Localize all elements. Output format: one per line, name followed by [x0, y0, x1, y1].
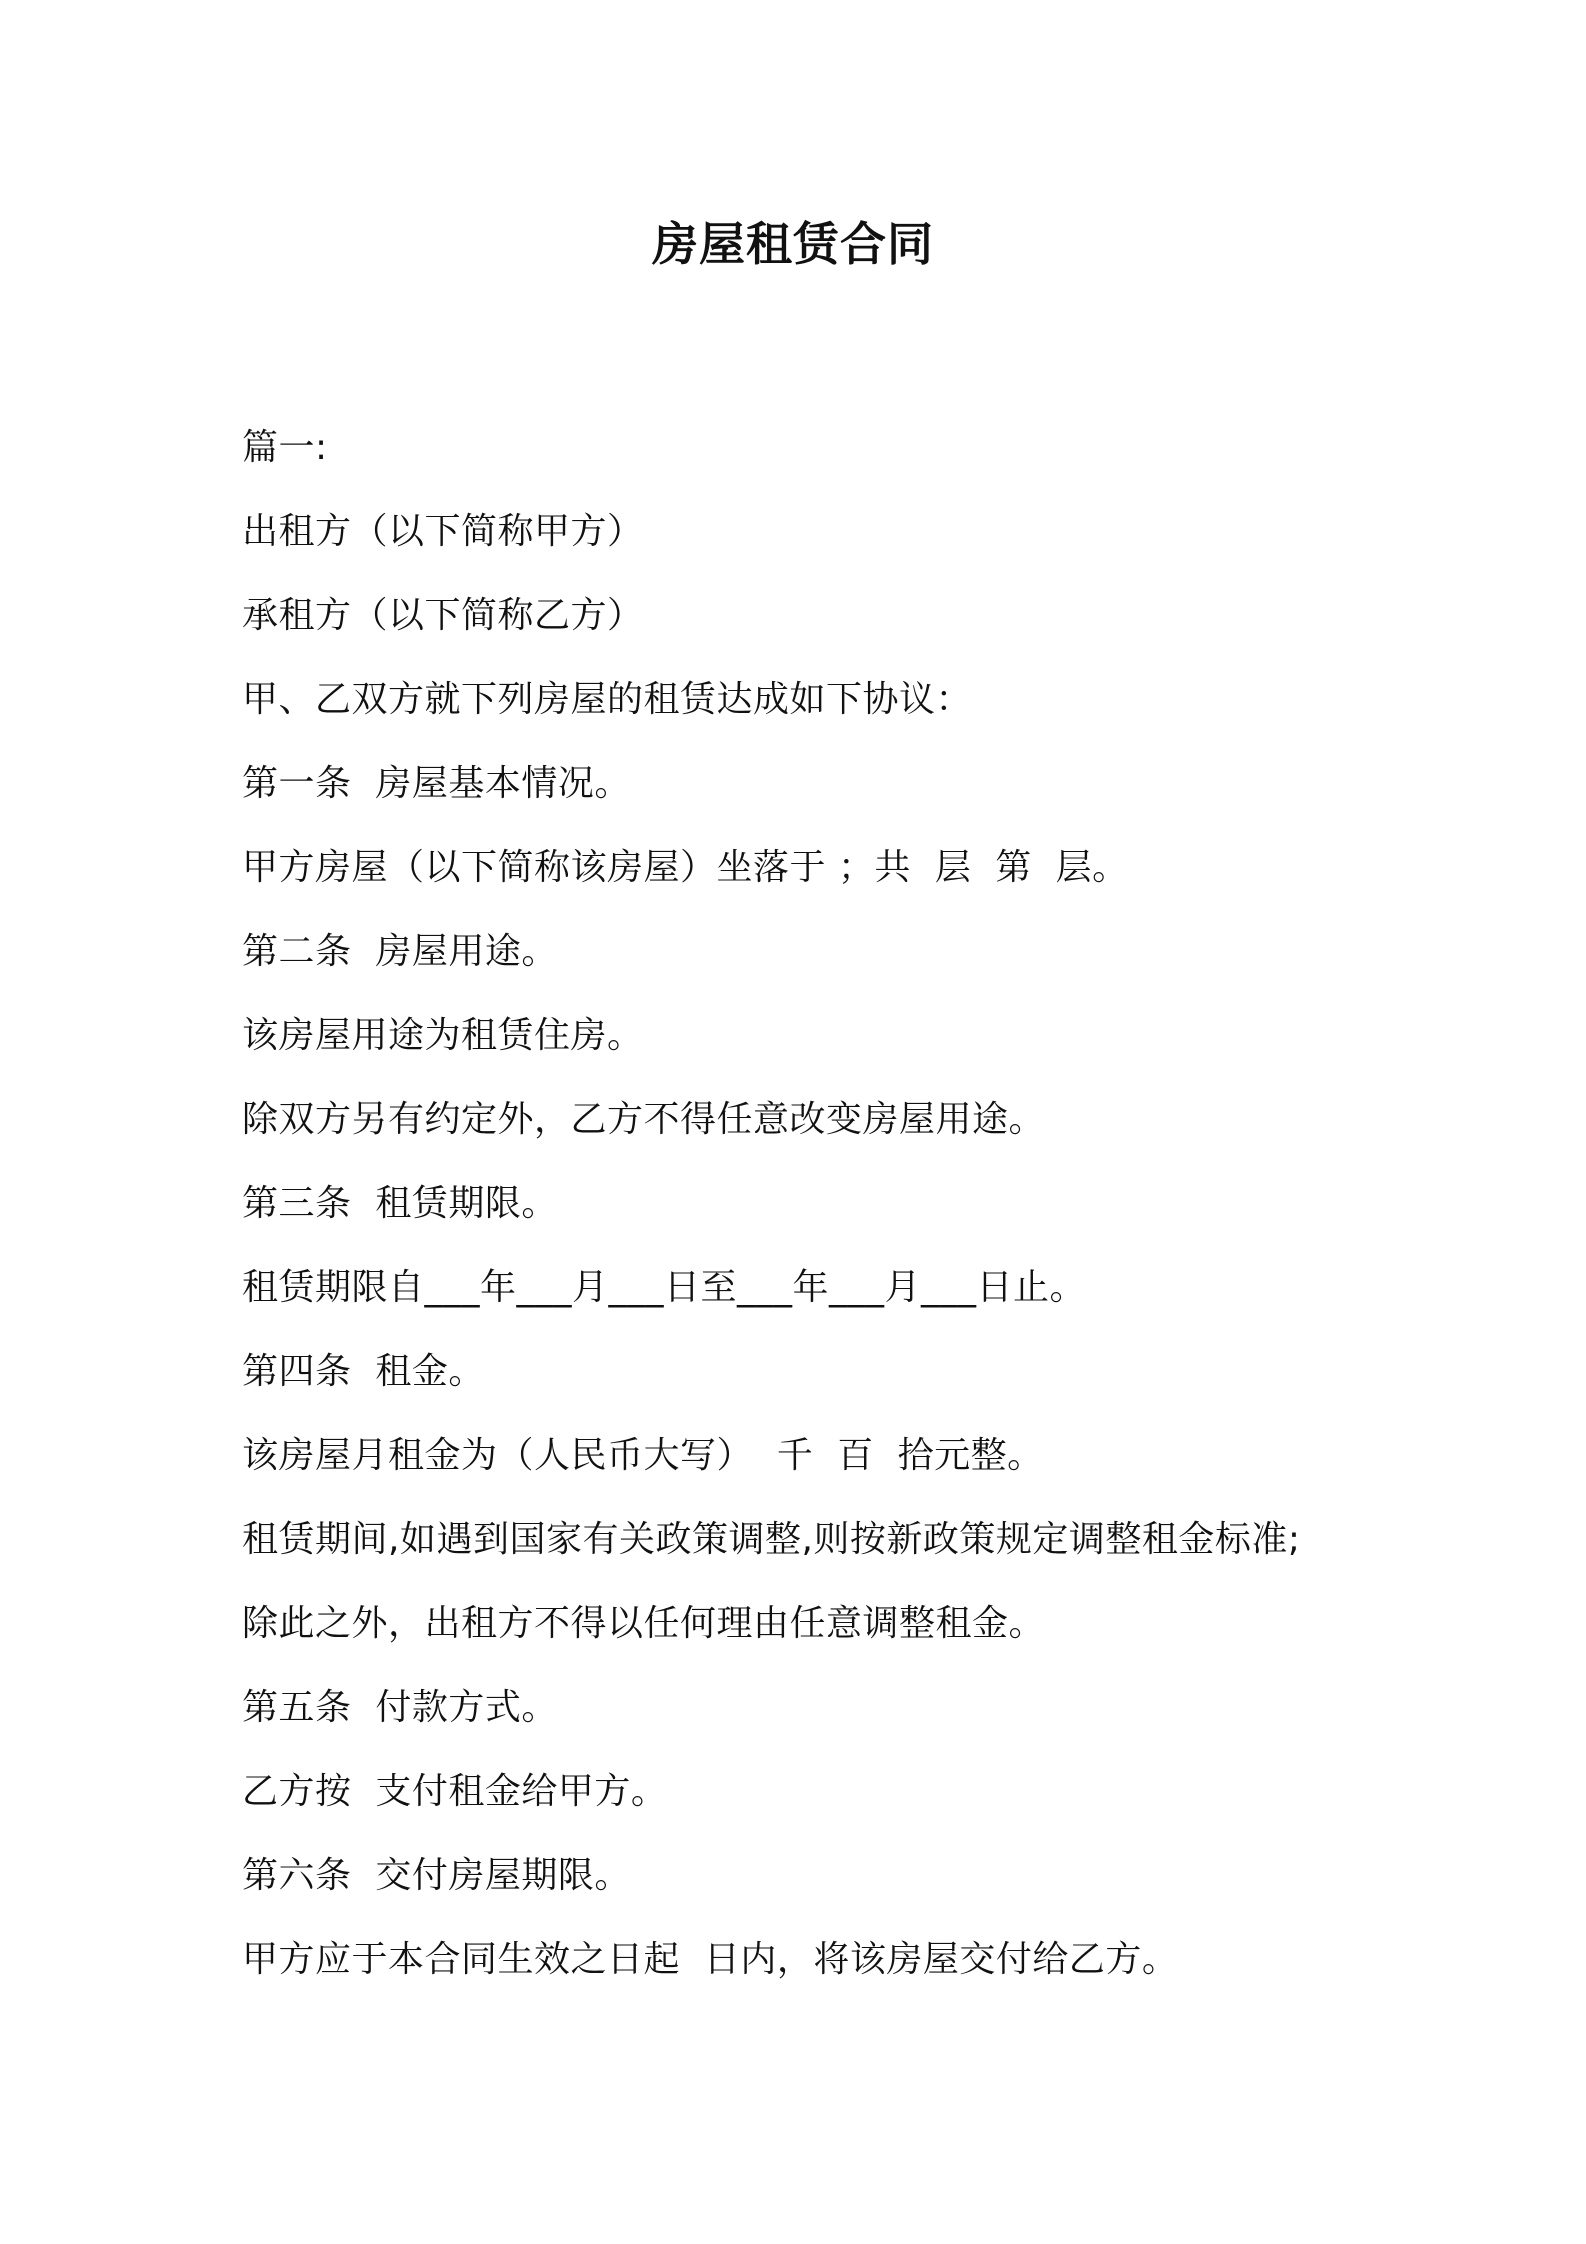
article-4-text-3: 除此之外，出租方不得以任何理由任意调整租金。 — [242, 1603, 1046, 1644]
article-1-heading: 第一条 房屋基本情况。 — [242, 763, 631, 804]
article-4-text-1: 该房屋月租金为（人民币大写） 千 百 拾元整。 — [242, 1435, 1044, 1476]
section-heading: 篇一: — [242, 427, 328, 468]
article-1-text: 甲方房屋（以下简称该房屋）坐落于 ；共 层 第 层。 — [242, 847, 1129, 888]
article-3-text: 租赁期限自___年___月___日至___年___月___日止。 — [242, 1267, 1087, 1308]
lessor-line: 出租方（以下简称甲方） — [242, 511, 644, 552]
agreement-intro: 甲、乙双方就下列房屋的租赁达成如下协议： — [242, 679, 973, 720]
article-5-text: 乙方按 支付租金给甲方。 — [242, 1771, 668, 1812]
article-2-text-2: 除双方另有约定外，乙方不得任意改变房屋用途。 — [242, 1099, 1046, 1140]
article-6-heading: 第六条 交付房屋期限。 — [242, 1855, 631, 1896]
article-4-heading: 第四条 租金。 — [242, 1351, 485, 1392]
lessee-line: 承租方（以下简称乙方） — [242, 595, 644, 636]
article-2-text-1: 该房屋用途为租赁住房。 — [242, 1015, 644, 1056]
document-title: 房屋租赁合同 — [652, 217, 934, 271]
article-5-heading: 第五条 付款方式。 — [242, 1687, 558, 1728]
article-3-heading: 第三条 租赁期限。 — [242, 1183, 558, 1224]
article-6-text: 甲方应于本合同生效之日起 日内，将该房屋交付给乙方。 — [242, 1939, 1179, 1980]
document-body — [242, 406, 1442, 2002]
article-2-heading: 第二条 房屋用途。 — [242, 931, 558, 972]
article-4-text-2: 租赁期间,如遇到国家有关政策调整,则按新政策规定调整租金标准; — [242, 1519, 1301, 1560]
